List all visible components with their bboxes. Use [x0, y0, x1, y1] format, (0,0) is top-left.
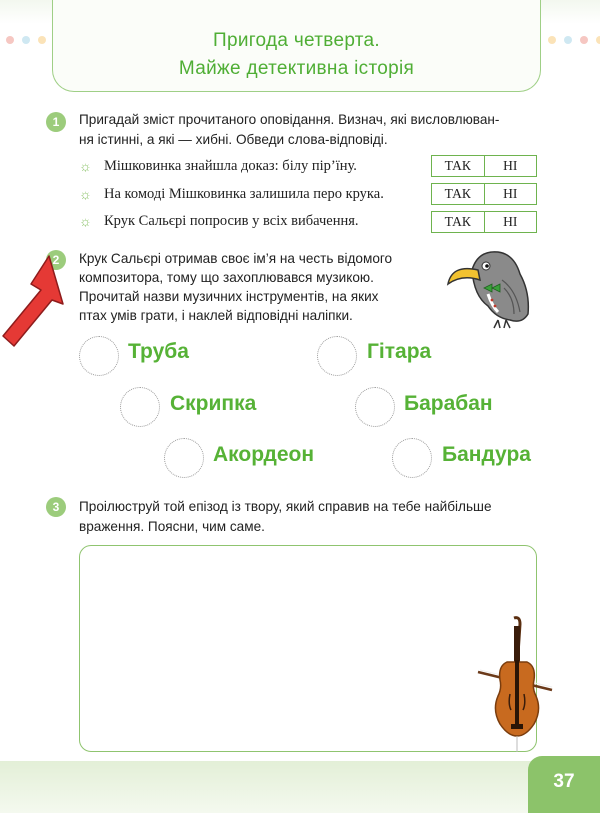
answer-yes-option[interactable]: ТАК: [444, 158, 471, 173]
sticker-placeholder-circle[interactable]: [392, 438, 432, 478]
answer-no-option[interactable]: НІ: [484, 156, 537, 176]
instrument-label-violin: Скрипка: [170, 392, 257, 415]
sticker-placeholder-circle[interactable]: [317, 336, 357, 376]
chapter-header: [52, 0, 541, 92]
task-1-text-line-1: Пригадай зміст прочитаного оповідання. Визнач, які висловлюван-: [79, 112, 500, 127]
footer-band: [0, 761, 600, 813]
task-2-text-line-2: композитора, тому що захоплювався музикою.: [79, 270, 374, 285]
task-2-text-line-3: Прочитай назви музичних інструментів, на яких: [79, 289, 379, 304]
sun-bullet-icon: ☼: [79, 158, 92, 174]
answer-yes-option[interactable]: ТАК: [444, 214, 471, 229]
instrument-label-trumpet: Труба: [128, 340, 189, 363]
statement-3-answer: [431, 211, 537, 233]
sticker-placeholder-circle[interactable]: [164, 438, 204, 478]
chapter-subtitle: Майже детективна історія: [178, 58, 415, 79]
sticker-placeholder-circle[interactable]: [120, 387, 160, 427]
instrument-label-bandura: Бандура: [442, 443, 531, 466]
decorative-dots-right: [548, 36, 600, 46]
statement-3-text: Крук Сальєрі попросив у всіх вибачення.: [104, 213, 359, 229]
task-2-text-line-4: птах умів грати, і наклей відповідні наліпки.: [79, 308, 353, 323]
drawing-area[interactable]: [79, 545, 537, 752]
violin-icon: [474, 614, 554, 754]
answer-no-option[interactable]: НІ: [484, 212, 537, 232]
statement-1-text: Мішковинка знайшла доказ: білу пір’їну.: [104, 158, 357, 174]
chapter-title: Пригода четверта.: [213, 30, 380, 51]
task-1-text-line-2: ня істинні, а які — хибні. Обведи слова-відповіді.: [79, 132, 388, 147]
red-arrow-icon: [0, 250, 80, 350]
sticker-placeholder-circle[interactable]: [79, 336, 119, 376]
sticker-placeholder-circle[interactable]: [355, 387, 395, 427]
instrument-label-guitar: Гітара: [367, 340, 432, 363]
sun-bullet-icon: ☼: [79, 213, 92, 229]
task-3-text-line-1: Проілюструй той епізод із твору, який справив на тебе найбільше: [79, 499, 492, 514]
answer-yes-option[interactable]: ТАК: [444, 186, 471, 201]
statement-2-text: На комоді Мішковинка залишила перо крука.: [104, 186, 384, 202]
task-3-number: 3: [46, 497, 66, 517]
crow-illustration: [444, 240, 540, 332]
sun-bullet-icon: ☼: [79, 186, 92, 202]
page-number: 37: [528, 756, 600, 813]
answer-no-option[interactable]: НІ: [484, 184, 537, 204]
instrument-label-accordion: Акордеон: [213, 443, 315, 466]
statement-1-answer: [431, 155, 537, 177]
task-2-text-line-1: Крук Сальєрі отримав своє ім’я на честь відомого: [79, 251, 393, 266]
task-2-number: 2: [46, 250, 66, 270]
instrument-label-drum: Барабан: [404, 392, 493, 415]
task-1-number: 1: [46, 112, 66, 132]
task-3-text-line-2: враження. Поясни, чим саме.: [79, 519, 265, 534]
statement-2-answer: [431, 183, 537, 205]
